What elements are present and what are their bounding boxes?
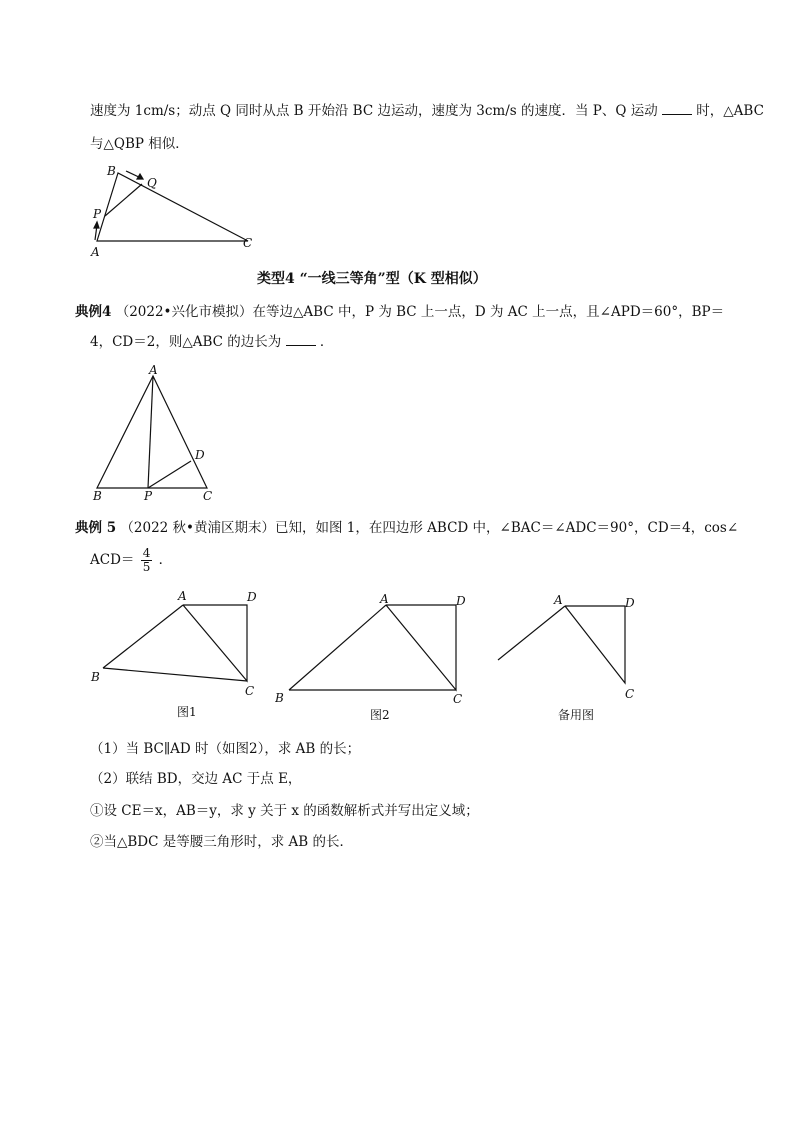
fraction-numerator: 4: [142, 546, 151, 560]
problem3-line1-text: 速度为 1cm/s；动点 Q 同时从点 B 开始沿 BC 边运动，速度为 3cm/s 的速度．当 P、Q 运动: [90, 103, 658, 119]
example4-line1: [75, 303, 724, 321]
question-2: （2）联结 BD，交边 AC 于点 E，: [90, 771, 302, 787]
label-d: D: [195, 448, 205, 462]
example4-line2-text: 4，CD＝2，则△ABC 的边长为: [90, 334, 282, 350]
label-a: A: [178, 589, 187, 603]
example5-tag: 典例 5: [75, 520, 117, 536]
label-b: B: [275, 691, 284, 705]
example4-line2-tail: ．: [319, 334, 334, 350]
figure-backup-caption: 备用图: [558, 708, 595, 722]
label-a: A: [91, 245, 100, 259]
problem3-line1-tail: 时，△ABC: [696, 103, 764, 119]
label-p: P: [93, 207, 102, 221]
label-d: D: [625, 596, 635, 610]
label-c: C: [243, 236, 253, 250]
label-b: B: [93, 489, 102, 503]
label-a: A: [380, 592, 389, 606]
figure-1: [85, 585, 270, 720]
label-b: B: [107, 164, 116, 178]
segment-pd: [148, 461, 191, 488]
question-2-part-1: ①设 CE＝x，AB＝y，求 y 关于 x 的函数解析式并写出定义域；: [90, 803, 479, 819]
section-title: 类型4 “一线三等角”型（K 型相似）: [257, 271, 487, 287]
segment-a-ray: [498, 606, 565, 660]
question-2-part-2: ②当△BDC 是等腰三角形时，求 AB 的长．: [90, 834, 353, 850]
label-c: C: [203, 489, 213, 503]
triangle-pq-figure: [85, 160, 265, 260]
label-c: C: [625, 687, 635, 701]
label-d: D: [456, 594, 466, 608]
triangle-acd-2: [386, 605, 456, 690]
label-d: D: [247, 590, 257, 604]
fraction-denominator: 5: [142, 560, 151, 574]
figure-1-caption: 图1: [177, 705, 197, 719]
q-arrowhead: [137, 174, 143, 179]
problem3-line2: 与△QBP 相似．: [90, 136, 189, 152]
example4-tag: 典例4: [75, 304, 112, 320]
label-p: P: [144, 489, 153, 503]
example5-line1: [75, 519, 738, 537]
triangle-acd-3: [565, 606, 625, 683]
p-arrowhead: [94, 222, 99, 228]
figure-backup: [490, 585, 650, 730]
label-c: C: [453, 692, 463, 706]
segment-bc-1: [103, 668, 247, 681]
answer-blank-2: [286, 333, 316, 346]
segment-ab-1: [103, 605, 183, 668]
figure-2: [275, 585, 475, 720]
segment-ap: [148, 376, 153, 488]
segment-ab-2: [289, 605, 386, 690]
example5-line1-text: （2022 秋•黄浦区期末）已知，如图 1，在四边形 ABCD 中，∠BAC＝∠ADC＝90°，CD＝4，cos∠: [120, 520, 739, 536]
example4-line1-text: （2022•兴化市模拟）在等边△ABC 中，P 为 BC 上一点，D 为 AC 上一点，且∠APD＝60°，BP＝: [115, 304, 725, 320]
fraction-four-fifths: [141, 547, 153, 574]
answer-blank: [662, 102, 692, 115]
example4-line2: [90, 333, 333, 351]
label-a: A: [149, 363, 158, 377]
example5-line2-prefix: ACD＝: [90, 552, 135, 568]
triangle-abc: [97, 173, 248, 241]
triangle-acd-1: [183, 605, 247, 681]
label-a: A: [554, 593, 563, 607]
question-1: （1）当 BC∥AD 时（如图2），求 AB 的长；: [90, 741, 361, 757]
label-b: B: [91, 670, 100, 684]
segment-pq: [105, 184, 142, 216]
label-c: C: [245, 684, 255, 698]
example5-line2-suffix: ．: [158, 552, 173, 568]
figure-2-caption: 图2: [370, 708, 390, 720]
equilateral-figure: [85, 362, 225, 504]
label-q: Q: [147, 176, 157, 190]
example5-line2: [90, 547, 172, 574]
problem3-line1: [90, 102, 764, 120]
